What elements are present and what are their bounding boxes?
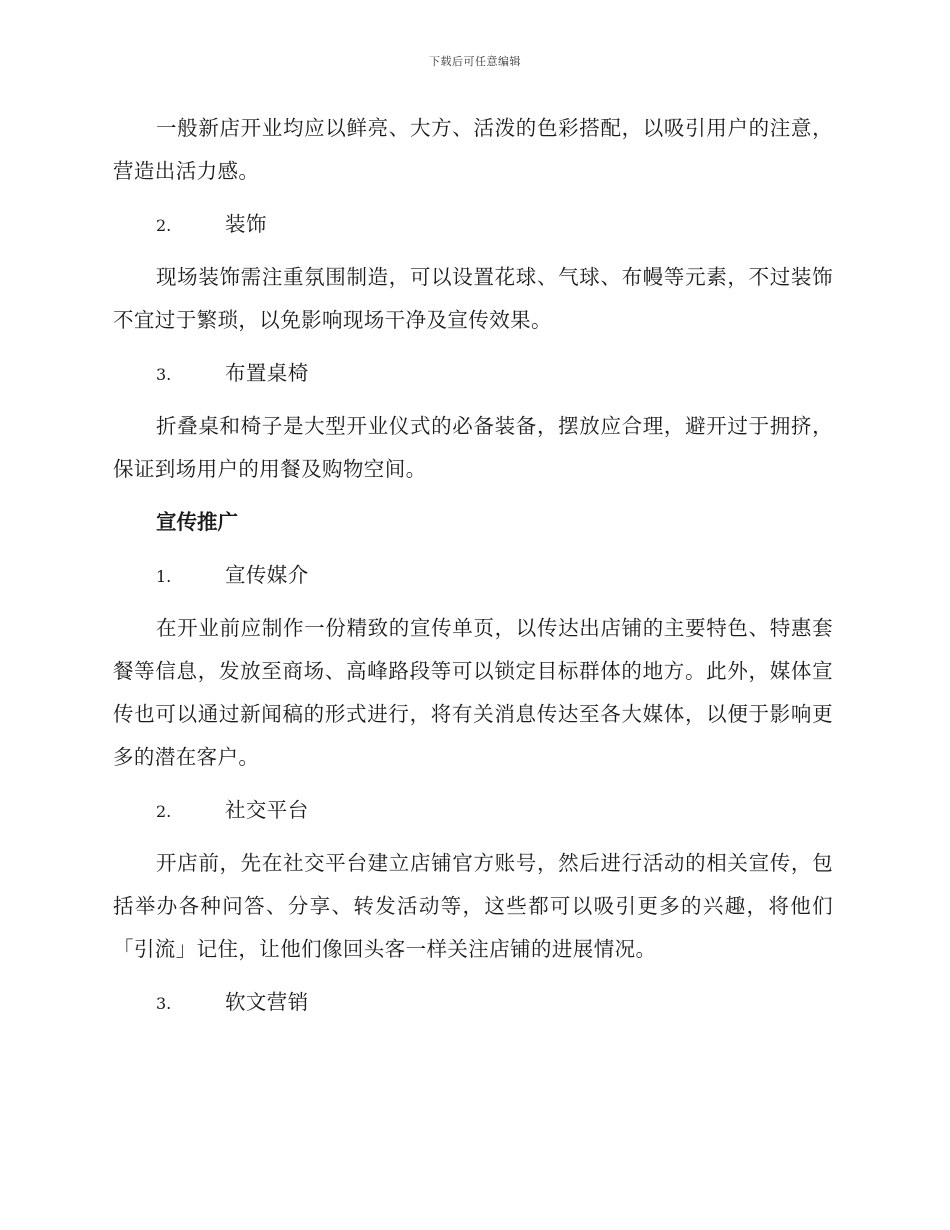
list-number: 1.	[156, 567, 172, 586]
list-number: 2.	[156, 216, 172, 235]
list-number: 3.	[156, 994, 172, 1013]
paragraph-color-scheme: 一般新店开业均应以鲜亮、大方、活泼的色彩搭配，以吸引用户的注意，营造出活力感。	[113, 116, 833, 183]
list-item-decoration	[113, 203, 833, 246]
list-item-title: 软文营销	[225, 990, 309, 1014]
paragraph-tables: 折叠桌和椅子是大型开业仪式的必备装备，摆放应合理，避开过于拥挤，保证到场用户的用餐及购物空间。	[113, 414, 833, 481]
page-header: 下载后可任意编辑	[429, 55, 521, 68]
list-item-media	[113, 554, 833, 597]
list-item-soft-ad	[113, 981, 833, 1024]
list-number: 2.	[156, 802, 172, 821]
paragraph-media: 在开业前应制作一份精致的宣传单页，以传达出店铺的主要特色、特惠套餐等信息，发放至商场、高峰路段等可以锁定目标群体的地方。此外，媒体宣传也可以通过新闻稿的形式进行，将有关消息传达至各大媒体，以便于影响更多的潜在客户。	[113, 616, 833, 769]
paragraph-social: 开店前，先在社交平台建立店铺官方账号，然后进行活动的相关宣传，包括举办各种问答、分享、转发活动等，这些都可以吸引更多的兴趣，将他们「引流」记住，让他们像回头客一样关注店铺的进展情况。	[113, 851, 833, 961]
document-body	[113, 107, 833, 1024]
list-item-title: 装饰	[225, 212, 267, 236]
section-heading-promotion: 宣传推广	[156, 510, 238, 534]
list-item-title: 社交平台	[225, 798, 309, 822]
list-item-title: 宣传媒介	[225, 563, 309, 587]
list-item-title: 布置桌椅	[225, 361, 309, 385]
paragraph-decoration: 现场装饰需注重氛围制造，可以设置花球、气球、布幔等元素，不过装饰不宜过于繁琐，以免影响现场干净及宣传效果。	[113, 265, 833, 332]
list-item-social	[113, 789, 833, 832]
list-item-tables	[113, 352, 833, 395]
list-number: 3.	[156, 365, 172, 384]
